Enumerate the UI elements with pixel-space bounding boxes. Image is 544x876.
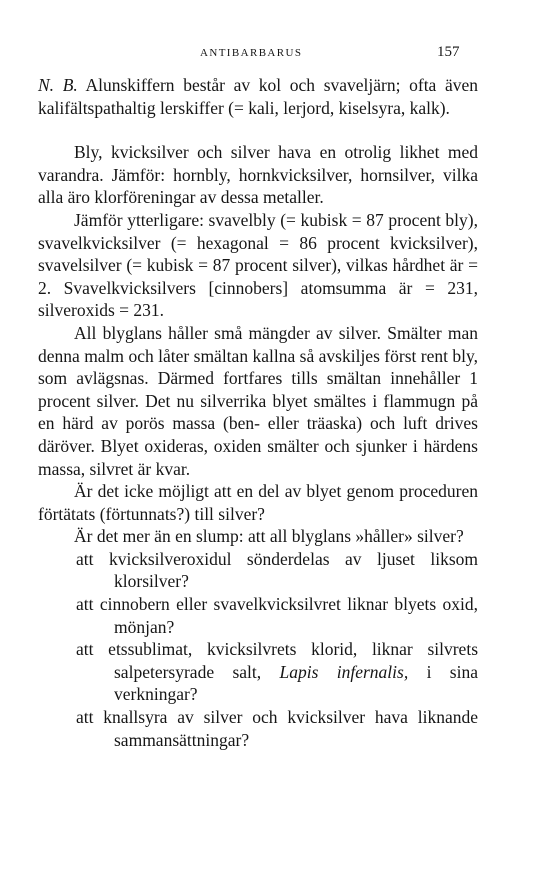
- paragraph-2: Jämför ytterligare: svavelbly (= kubisk = 87 procent bly), svavelkvicksilver (= hexagonal = 86 procent kvicksilver), svavelsilver (= kubisk = 87 procent silver), vilkas hårdhet är = 2. Svavelkvicksilvers [cinnobers] atomsumma är = 231, silveroxids = 231.: [38, 209, 478, 321]
- body-text: [38, 74, 478, 751]
- question-2: att cinnobern eller svavelkvicksilvret liknar blyets oxid, mönjan?: [76, 594, 478, 637]
- nb-text: Alunskiffern består av kol och svaveljärn; ofta även kalifältspathaltig lerskiffer (= kali, lerjord, kiselsyra, kalk).: [38, 75, 478, 118]
- running-head: ANTIBARBARUS: [200, 47, 303, 59]
- question-3-text: att etssublimat, kvicksilvrets klorid, liknar silvrets salpetersyrade salt,: [76, 639, 478, 682]
- question-3-end: i sina verkningar?: [114, 661, 478, 705]
- nb-label: N. B.: [38, 75, 78, 95]
- question-1: att kvicksilveroxidul sönderdelas av ljuset liksom klorsilver?: [76, 548, 478, 592]
- paragraph-3: All blyglans håller små mängder av silver. Smälter man denna malm och låter smältan kallna så avskiljes först rent bly, som avlägsnas. Därmed fortfares tills smältan innehåller 1 procent silver. Det nu silverrika blyet smältes i flammugn på en härd av porös massa (ben- eller träaska) och luft drives däröver. Blyet oxideras, oxiden smälter och sjunker i härdens massa, silvret är kvar.: [38, 322, 478, 479]
- nb-paragraph: [38, 74, 478, 119]
- lapis-infernalis: Lapis infernalis,: [279, 661, 409, 682]
- page-number: 157: [437, 44, 460, 60]
- question-3: [38, 638, 478, 706]
- paragraph-4: Är det icke möjligt att en del av blyet genom proceduren förtätats (förtunnats?) till silver?: [38, 481, 478, 524]
- question-4: att knallsyra av silver och kvicksilver hava liknande sammansättningar?: [76, 707, 478, 750]
- paragraph-5: Är det mer än en slump: att all blyglans »håller» silver?: [74, 526, 464, 547]
- paragraph-1: Bly, kvicksilver och silver hava en otrolig likhet med varandra. Jämför: hornbly, hornkvicksilver, hornsilver, vilka alla äro klorföreningar av dessa metaller.: [38, 142, 478, 208]
